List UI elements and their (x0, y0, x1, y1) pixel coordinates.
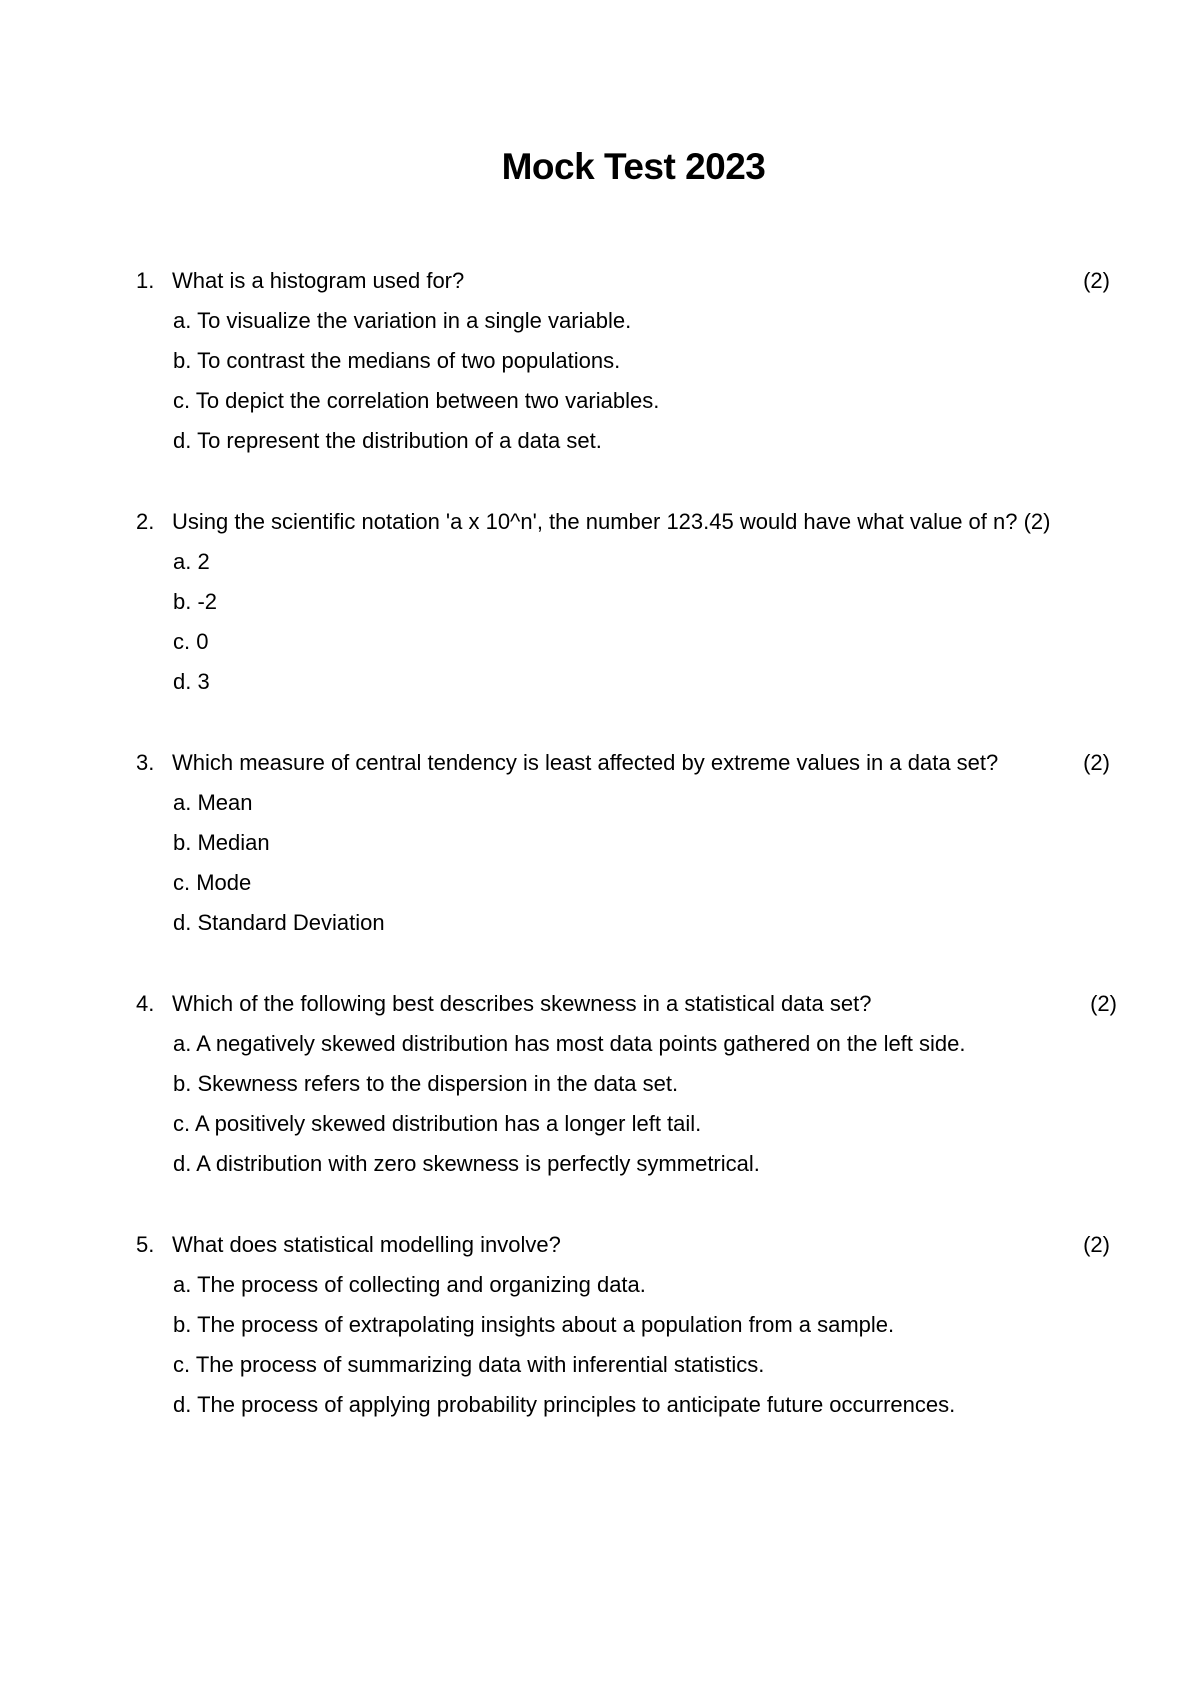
option-b: b. To contrast the medians of two populations. (173, 348, 621, 373)
question-text: Which measure of central tendency is least affected by extreme values in a data set? (172, 750, 999, 775)
option-a: a. The process of collecting and organizing data. (173, 1272, 646, 1297)
option-d: d. 3 (173, 669, 210, 694)
question-number: 2. (136, 509, 155, 534)
option-b: b. -2 (173, 589, 218, 614)
option-c: c. Mode (173, 870, 252, 895)
question-text: Using the scientific notation 'a x 10^n', the number 123.45 would have what value of n? (2) (172, 509, 1051, 534)
option-c: c. A positively skewed distribution has a longer left tail. (173, 1111, 702, 1136)
question-number: 1. (136, 268, 155, 293)
question-number: 4. (136, 991, 155, 1016)
question-5 (0, 1225, 1200, 1425)
question-3 (0, 743, 1200, 943)
option-a: a. Mean (173, 790, 253, 815)
option-d: d. To represent the distribution of a data set. (173, 428, 602, 453)
question-marks: (2) (1090, 991, 1117, 1016)
option-d: d. A distribution with zero skewness is perfectly symmetrical. (173, 1151, 760, 1176)
question-header (0, 502, 1200, 542)
question-number: 3. (136, 750, 155, 775)
option-c: c. To depict the correlation between two variables. (173, 388, 660, 413)
question-text: Which of the following best describes skewness in a statistical data set? (172, 991, 872, 1016)
question-2 (0, 502, 1200, 702)
option-a: a. 2 (173, 549, 210, 574)
option-d: d. The process of applying probability principles to anticipate future occurrences. (173, 1392, 956, 1417)
option-a: a. A negatively skewed distribution has most data points gathered on the left side. (173, 1031, 966, 1056)
option-b: b. Median (173, 830, 270, 855)
option-d: d. Standard Deviation (173, 910, 385, 935)
question-1 (0, 261, 1200, 461)
question-header (0, 1225, 1200, 1265)
option-b: b. Skewness refers to the dispersion in the data set. (173, 1071, 679, 1096)
option-c: c. 0 (173, 629, 209, 654)
page-title: Mock Test 2023 (501, 146, 766, 187)
option-c: c. The process of summarizing data with inferential statistics. (173, 1352, 765, 1377)
question-number: 5. (136, 1232, 155, 1257)
question-header (0, 984, 1200, 1024)
question-text: What is a histogram used for? (172, 268, 465, 293)
question-header (0, 261, 1200, 301)
question-marks: (2) (1083, 268, 1110, 293)
question-text: What does statistical modelling involve? (172, 1232, 561, 1257)
question-marks: (2) (1083, 1232, 1110, 1257)
option-b: b. The process of extrapolating insights about a population from a sample. (173, 1312, 895, 1337)
question-4 (0, 984, 1200, 1184)
question-header (0, 743, 1200, 783)
option-a: a. To visualize the variation in a single variable. (173, 308, 632, 333)
question-marks: (2) (1083, 750, 1110, 775)
